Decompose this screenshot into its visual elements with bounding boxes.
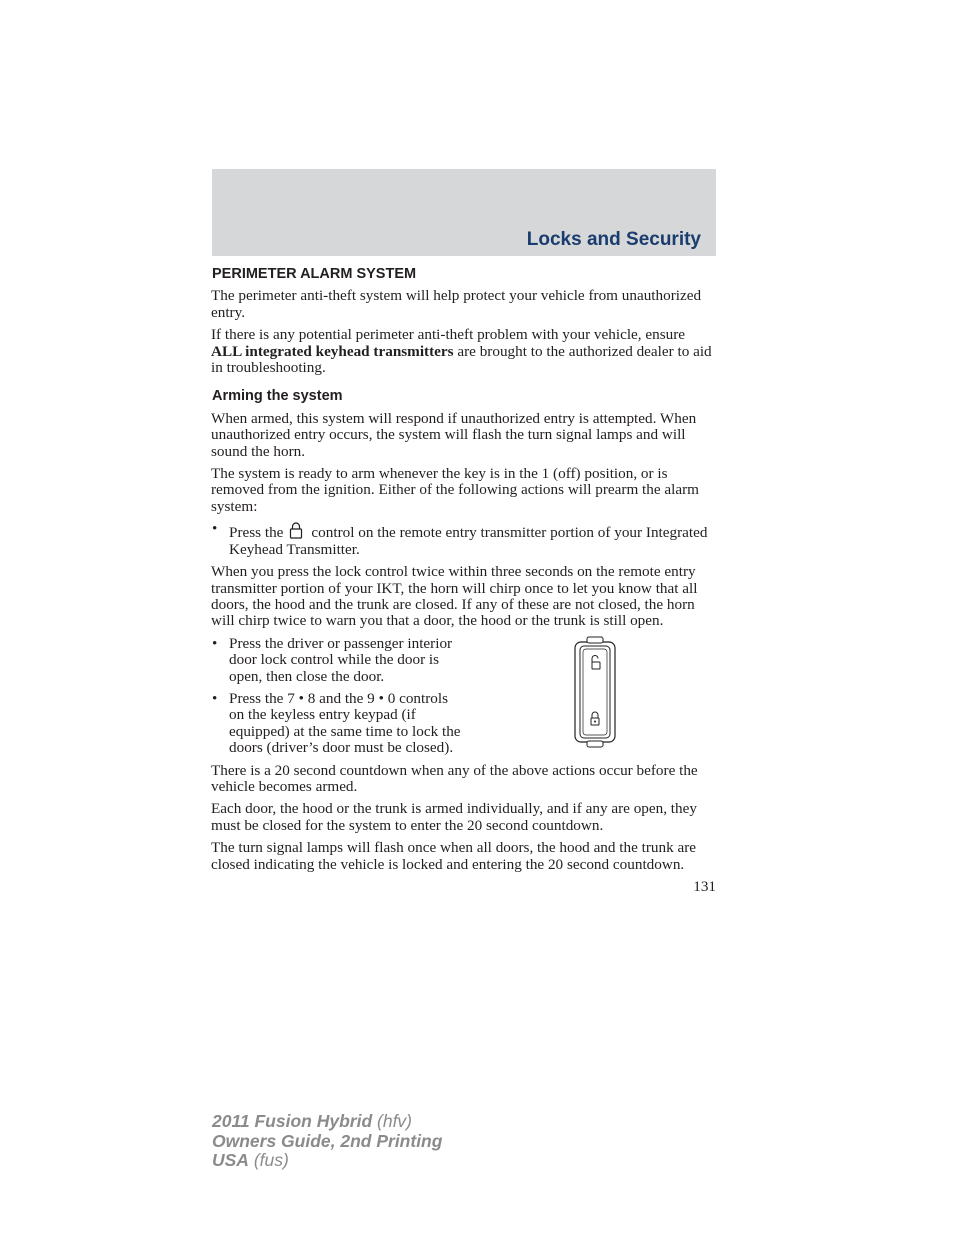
page-content [211, 266, 716, 895]
dealer-paragraph: If there is any potential perimeter anti-theft problem with your vehicle, ensure ALL integrated keyhead transmitters are brought to the authorized dealer to aid in troubleshooting. [211, 326, 712, 377]
armed-paragraph: When armed, this system will respond if unauthorized entry is attempted. When unauthorized entry occurs, the system will flash the turn signal lamps and will sound the horn. [211, 409, 697, 460]
footer-line: Owners Guide, 2nd Printing [212, 1130, 443, 1151]
prearm-list [211, 521, 716, 558]
list-item: • Press the driver or passenger interior door lock control while the door is open, then close the door. [212, 634, 453, 685]
footer-line: USA (fus) [212, 1150, 289, 1170]
list-item: • Press the 7 • 8 and the 9 • 0 controls on the keyless entry keypad (if equipped) at the same time to lock the doors (driver’s door must be closed). [212, 689, 461, 757]
countdown-paragraph: There is a 20 second countdown when any of the above actions occur before the vehicle becomes armed. [211, 761, 698, 795]
footer-line: 2011 Fusion Hybrid (hfv) [212, 1111, 413, 1131]
arm-methods-list [211, 636, 466, 757]
bullets-with-figure [211, 636, 716, 757]
lock-icon [287, 521, 305, 539]
individual-paragraph: Each door, the hood or the trunk is armed individually, and if any are open, they must be closed for the system to enter the 20 second countdown. [211, 800, 697, 834]
flash-paragraph: The turn signal lamps will flash once when all doors, the hood and the trunk are closed indicating the vehicle is locked and entering the 20 second countdown. [211, 839, 697, 873]
subsection-heading: Arming the system [212, 388, 343, 405]
page-number: 131 [693, 878, 716, 895]
door-lock-switch-icon [573, 636, 617, 748]
ready-paragraph: The system is ready to arm whenever the key is in the 1 (off) position, or is removed from the ignition. Either of the following actions will prearm the alarm system: [211, 465, 699, 515]
document-footer [212, 1112, 442, 1171]
chapter-title: Locks and Security [526, 229, 701, 250]
list-item: • Press the control on the remote entry transmitter portion of your Integrated Keyhead Transmitter. [212, 520, 708, 558]
chirp-paragraph: When you press the lock control twice within three seconds on the remote entry transmitter portion of your IKT, the horn will chirp once to let you know that all doors, the hood and the trunk are closed. If any of these are not closed, the horn will chirp twice to warn you that a door, the hood or the trunk is still open. [211, 563, 698, 630]
emphasis-text: ALL integrated keyhead transmitters [211, 342, 454, 360]
section-heading: PERIMETER ALARM SYSTEM [212, 266, 417, 282]
section-header-band [212, 169, 716, 256]
intro-paragraph: The perimeter anti-theft system will help protect your vehicle from unauthorized entry. [211, 287, 702, 321]
